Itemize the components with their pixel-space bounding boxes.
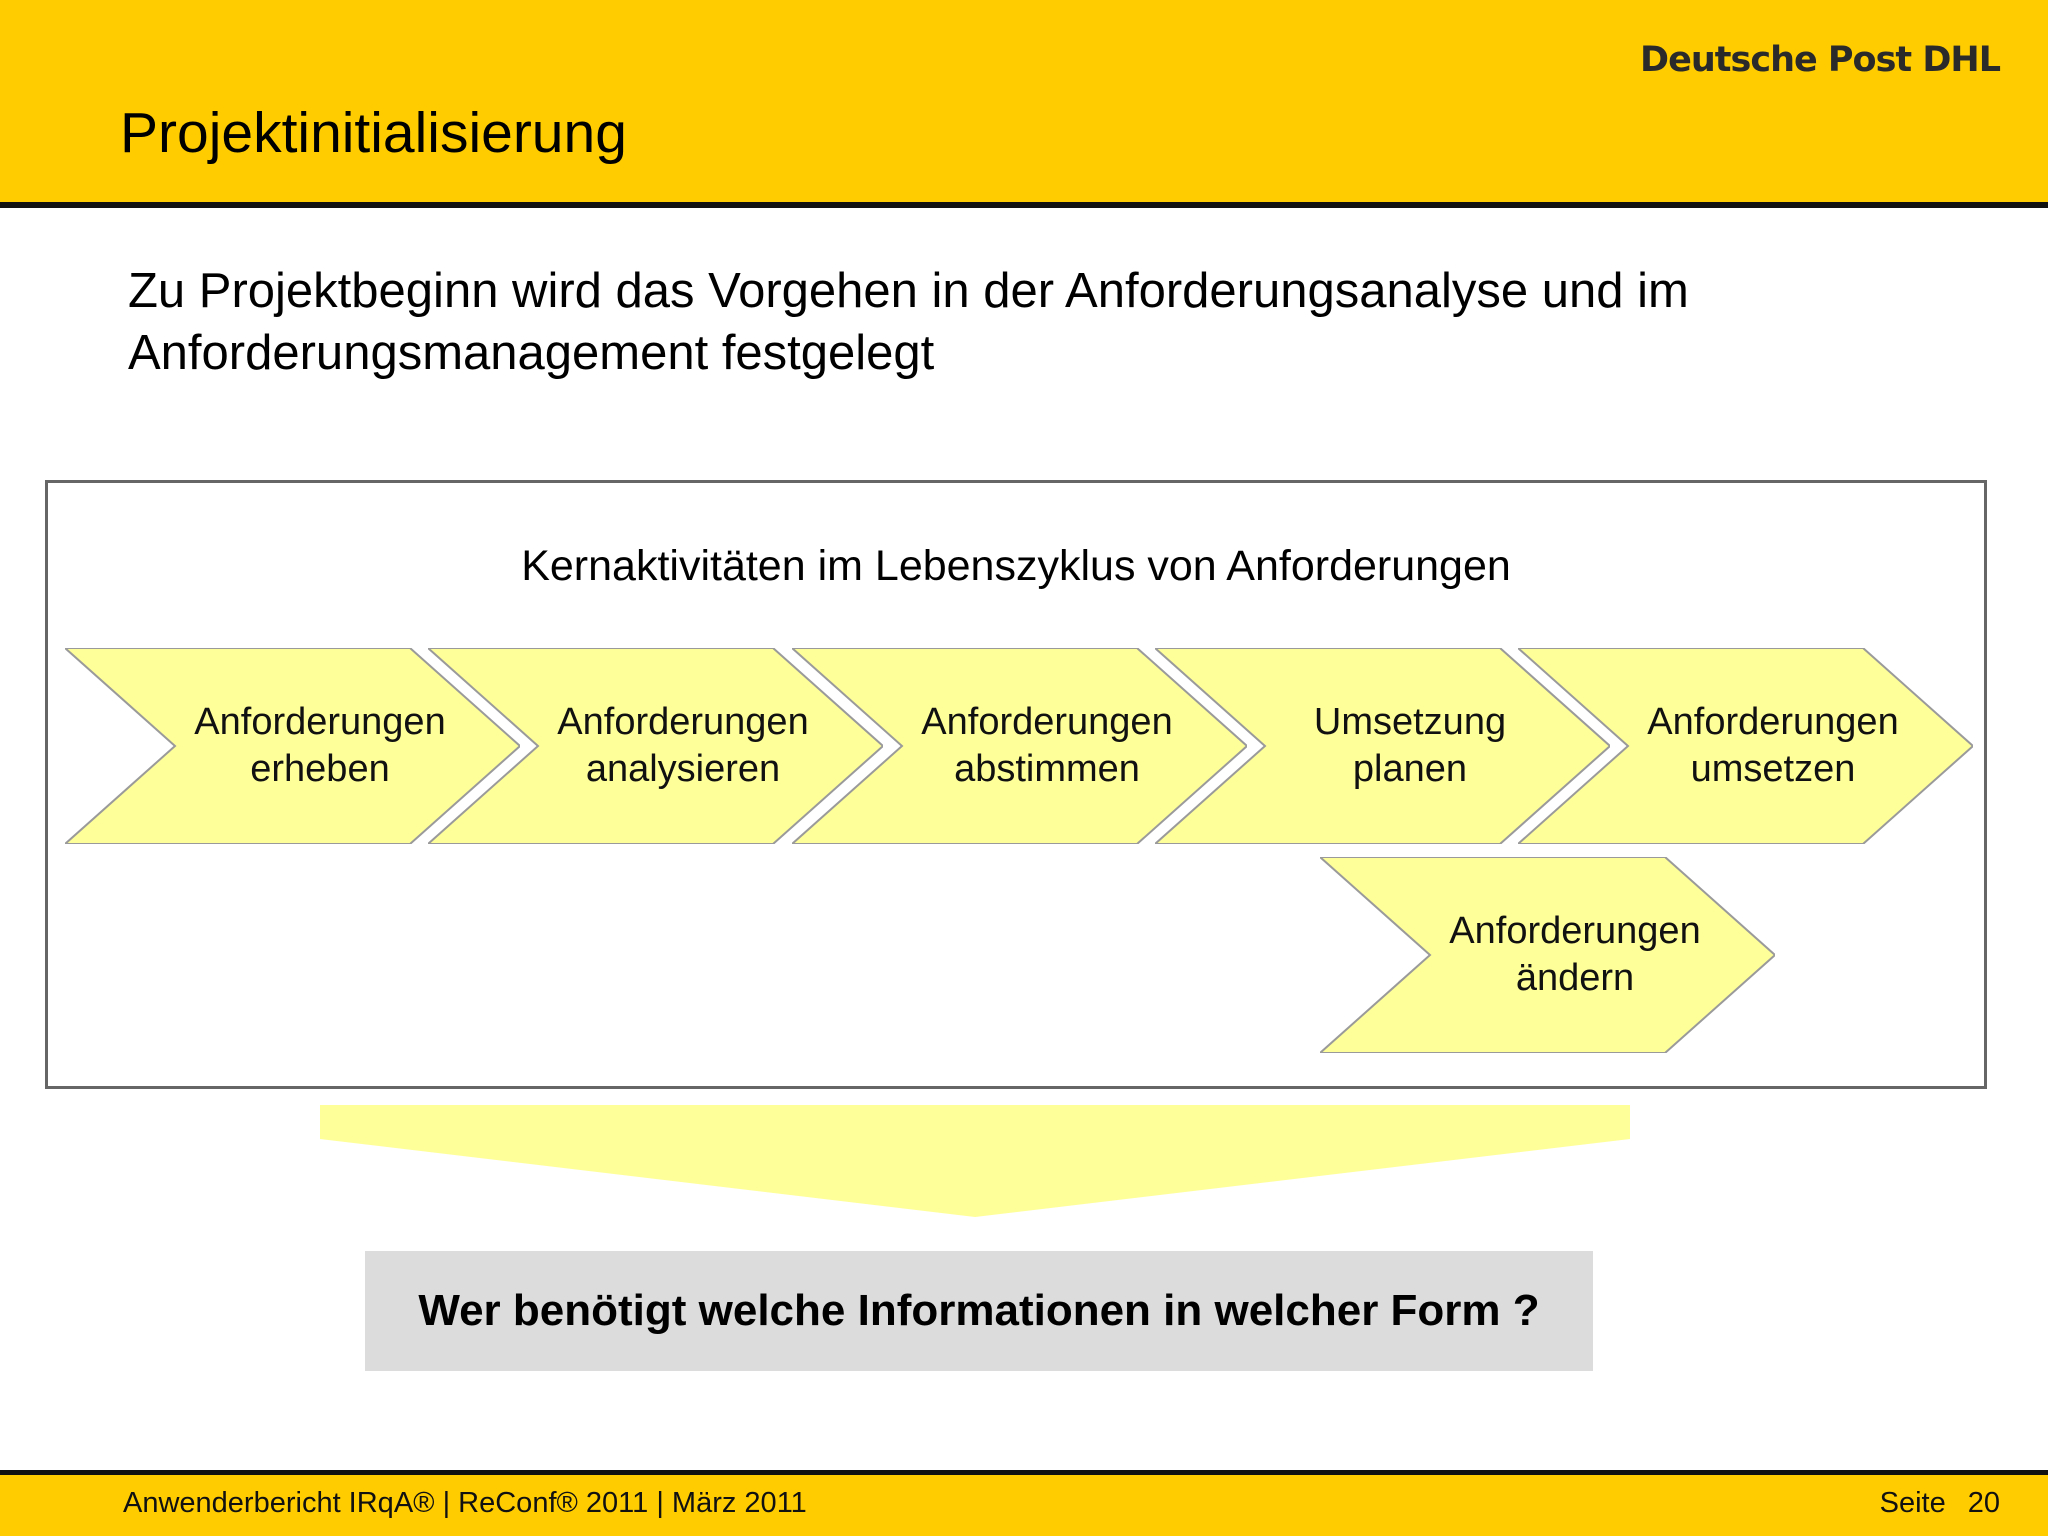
intro-text: Zu Projektbeginn wird das Vorgehen in der Anforderungsanalyse und im Anforderungsmanagement festgelegt — [128, 264, 1689, 380]
page-number: 20 — [1967, 1487, 2000, 1519]
page-label: Seite — [1879, 1487, 1946, 1519]
chevron-label: Anforderungen ändern — [1449, 910, 1701, 999]
page-indicator — [1880, 1487, 2000, 1520]
footer-bar — [0, 1470, 2048, 1536]
chevron-step-5 — [1518, 648, 1973, 844]
header-bar — [0, 0, 2048, 208]
chevron-label: Anforderungen abstimmen — [921, 701, 1173, 790]
chevron-label: Anforderungen erheben — [194, 701, 446, 790]
key-question-box: Wer benötigt welche Informationen in welcher Form ? — [365, 1251, 1593, 1371]
chevron-label: Anforderungen analysieren — [557, 701, 809, 790]
diagram-title: Kernaktivitäten im Lebenszyklus von Anforderungen — [521, 542, 1511, 590]
footer-citation: Anwenderbericht IRqA® | ReConf® 2011 | März 2011 — [123, 1487, 807, 1519]
page-title: Projektinitialisierung — [120, 101, 627, 165]
chevron-label: Anforderungen umsetzen — [1647, 701, 1899, 790]
chevron-label: Umsetzung planen — [1313, 701, 1507, 790]
chevron-step-change — [1320, 857, 1775, 1053]
down-funnel-arrow — [320, 1105, 1630, 1220]
brand-logo: Deutsche Post DHL — [1640, 40, 2000, 80]
